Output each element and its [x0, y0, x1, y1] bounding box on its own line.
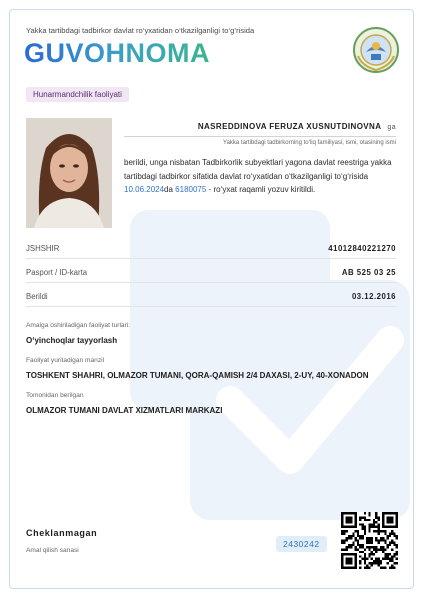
qr-code-icon[interactable] — [341, 512, 398, 569]
registration-number: 6180075 — [175, 185, 207, 194]
field-value: 03.12.2016 — [351, 292, 396, 301]
registration-statement — [124, 156, 400, 197]
statement-text-1: berildi, unga nisbatan Tadbirkorlik subyektlari yagona davlat reestriga yakka tartibdagi tadbirkor sifatida davlat ro‘yxatidan o‘tkazilganligi to‘g‘risida — [124, 158, 392, 181]
name-suffix: ga — [387, 124, 396, 131]
field-row-jshshir — [26, 240, 396, 259]
issuer-label: Tomonidan berilgan — [26, 392, 84, 399]
address-value: TOSHKENT SHAHRI, OLMAZOR TUMANI, QORA-QAMISH 2/4 DAXASI, 2-UY, 40-XONADON — [26, 371, 369, 380]
holder-full-name — [198, 122, 396, 131]
issuer-value: OLMAZOR TUMANI DAVLAT XIZMATLARI MARKAZI — [26, 406, 223, 415]
statement-text-3: - ro‘yxat raqamli yozuv kiritildi. — [206, 185, 316, 194]
field-label: Pasport / ID-karta — [26, 268, 88, 277]
portrait-image — [26, 118, 112, 228]
document-code-badge: 2430242 — [276, 536, 327, 552]
registration-date: 10.06.2024 — [124, 185, 165, 194]
issuing-authority-text: Yakka tartibdagi tadbirkor davlat ro‘yxatidan o‘tkazilganligi to‘g‘risida — [26, 26, 255, 35]
validity-status: Cheklanmagan — [26, 528, 98, 538]
address-label: Faoliyat yuritadigan manzil — [26, 357, 105, 364]
name-divider — [124, 136, 396, 137]
document-title: GUVOHNOMA — [24, 38, 210, 68]
holder-name-text: NASREDDINOVA FERUZA XUSNUTDINOVNA — [197, 122, 382, 131]
field-value: AB 525 03 25 — [341, 268, 396, 277]
activity-label: Amalga oshiriladigan faoliyat turlari: — [26, 322, 131, 329]
field-row-issued — [26, 288, 396, 307]
field-row-passport — [26, 264, 396, 283]
field-label: Berildi — [26, 292, 48, 301]
field-label: JSHSHIR — [26, 244, 60, 253]
state-emblem-icon — [352, 26, 400, 74]
holder-photo — [26, 118, 112, 228]
validity-label: Amal qilish sanasi — [26, 547, 79, 554]
statement-text-2: da — [164, 185, 176, 194]
activity-category-tag: Hunarmandchilik faoliyati — [26, 87, 129, 102]
name-field-hint: Yakka tartibdagi tadbirkorning to‘liq familiyasi, ismi, otasining ismi — [223, 140, 396, 146]
activity-value: O‘yinchoqlar tayyorlash — [26, 336, 118, 345]
field-value: 41012840221270 — [328, 244, 396, 253]
